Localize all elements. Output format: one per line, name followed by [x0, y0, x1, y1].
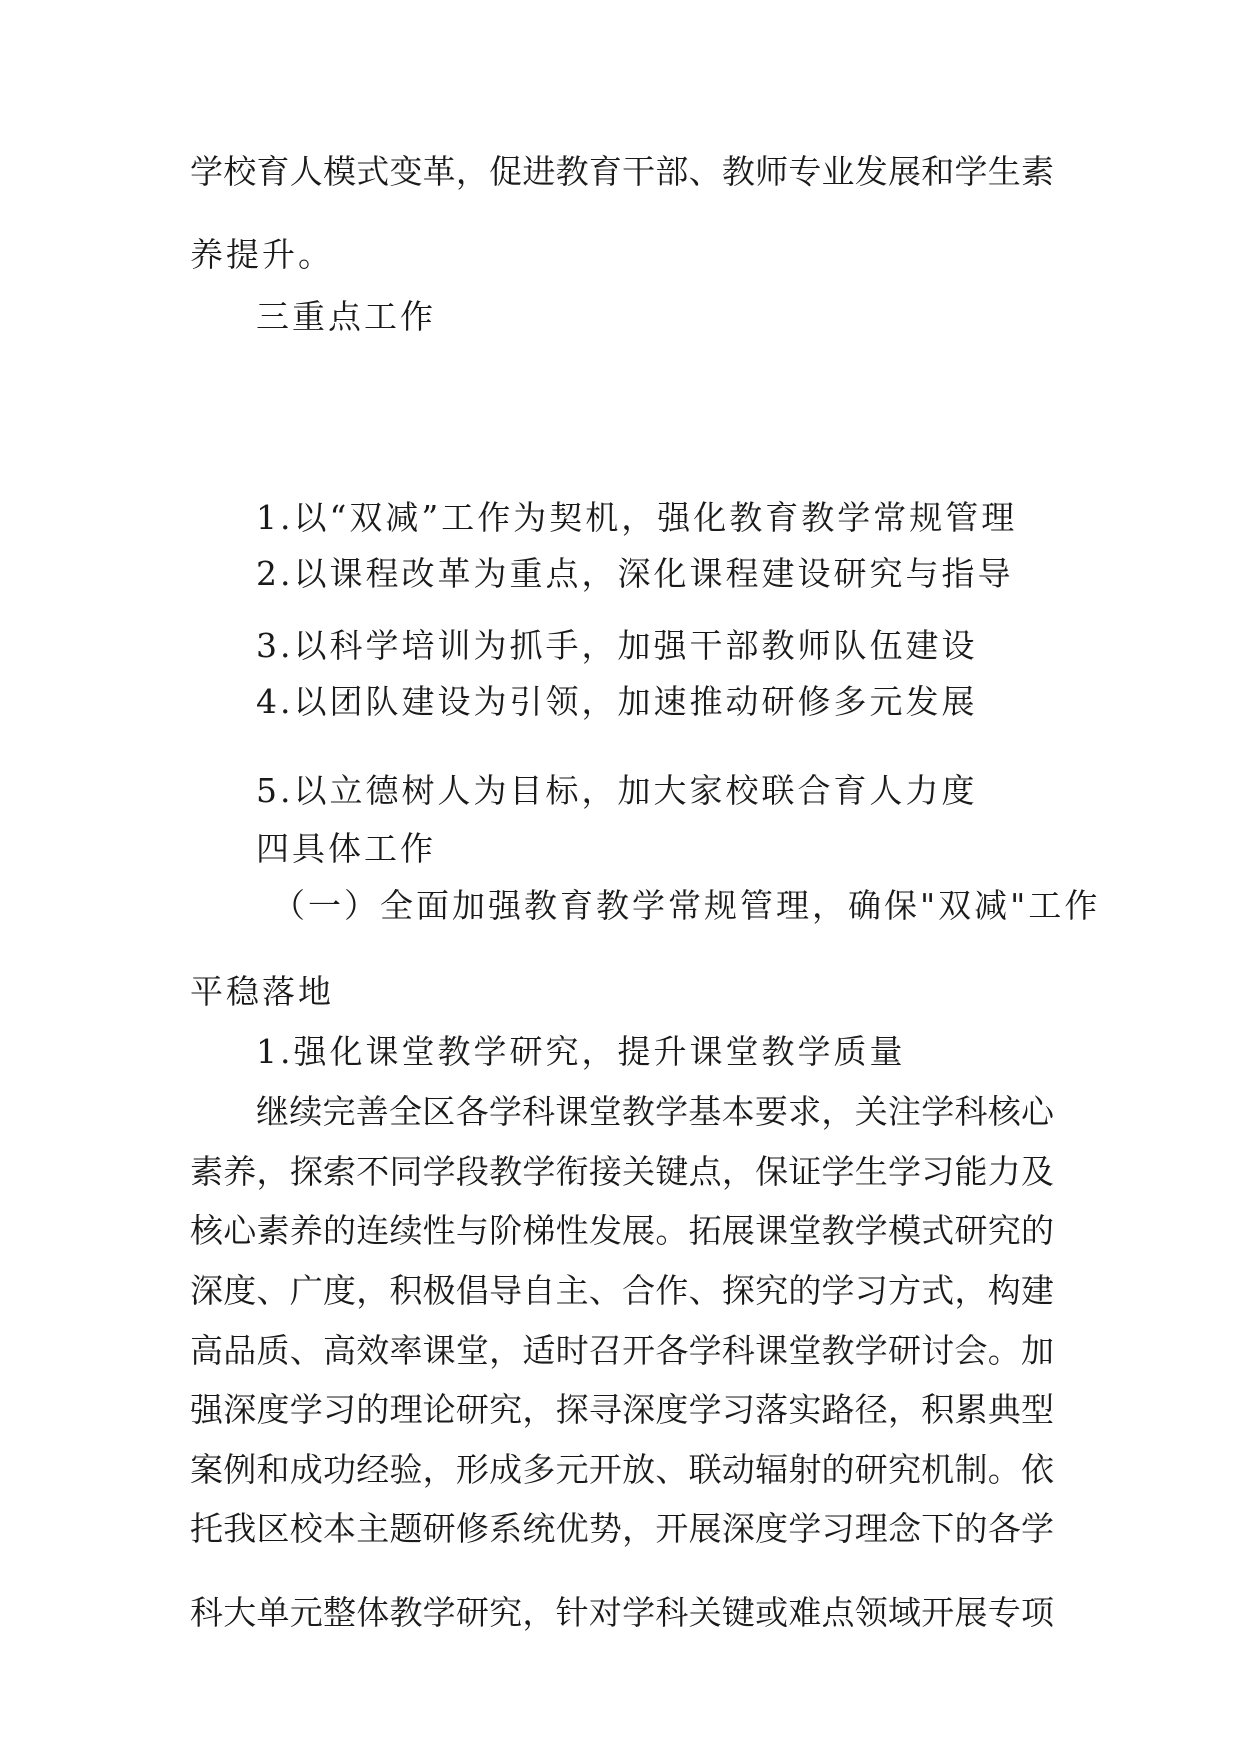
paragraph-line: 案例和成功经验，形成多元开放、联动辐射的研究机制。依	[190, 1450, 1054, 1489]
list-item: 1.以“双减”工作为契机，强化教育教学常规管理	[256, 498, 1018, 537]
list-item: 4.以团队建设为引领，加速推动研修多元发展	[256, 682, 978, 721]
paragraph-line: 养提升。	[190, 235, 334, 274]
subsection-heading: （一）全面加强教育教学常规管理，确保"双减"工作	[272, 886, 1101, 925]
list-item: 3.以科学培训为抓手，加强干部教师队伍建设	[256, 626, 978, 665]
subsection-heading-continued: 平稳落地	[190, 972, 334, 1011]
paragraph-line: 高品质、高效率课堂，适时召开各学科课堂教学研讨会。加	[190, 1331, 1054, 1370]
paragraph-line: 核心素养的连续性与阶梯性发展。拓展课堂教学模式研究的	[190, 1211, 1054, 1250]
paragraph-line: 强深度学习的理论研究，探寻深度学习落实路径，积累典型	[190, 1390, 1054, 1429]
section-heading: 四具体工作	[256, 829, 436, 868]
list-item: 5.以立德树人为目标，加大家校联合育人力度	[256, 771, 978, 810]
paragraph-line: 继续完善全区各学科课堂教学基本要求，关注学科核心	[256, 1092, 1054, 1131]
list-item: 2.以课程改革为重点，深化课程建设研究与指导	[256, 554, 1014, 593]
paragraph-line: 科大单元整体教学研究，针对学科关键或难点领域开展专项	[190, 1593, 1054, 1632]
point-heading: 1.强化课堂教学研究，提升课堂教学质量	[256, 1032, 906, 1071]
paragraph-line: 素养，探索不同学段教学衔接关键点，保证学生学习能力及	[190, 1152, 1054, 1191]
paragraph-line: 深度、广度，积极倡导自主、合作、探究的学习方式，构建	[190, 1271, 1054, 1310]
paragraph-line: 学校育人模式变革，促进教育干部、教师专业发展和学生素	[190, 152, 1054, 191]
section-heading: 三重点工作	[256, 297, 436, 336]
paragraph-line: 托我区校本主题研修系统优势，开展深度学习理念下的各学	[190, 1509, 1054, 1548]
